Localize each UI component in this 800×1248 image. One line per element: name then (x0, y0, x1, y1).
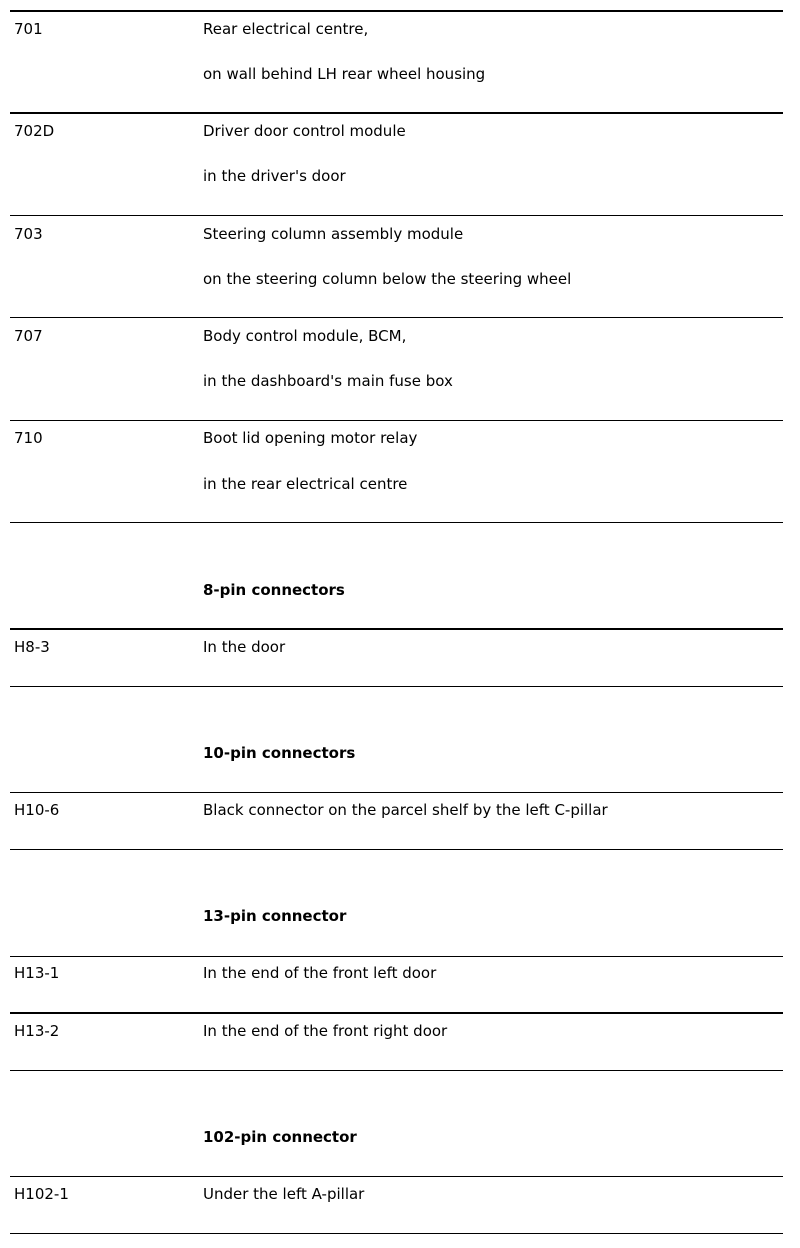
component-location: on wall behind LH rear wheel housing (203, 65, 486, 83)
section-heading: 8-pin connectors (203, 581, 345, 599)
component-name: Body control module, BCM, (203, 327, 407, 345)
connector-code: H102-1 (14, 1185, 69, 1203)
component-location: in the rear electrical centre (203, 475, 408, 493)
table-row-divider (10, 956, 783, 957)
table-row-divider (10, 317, 783, 318)
component-location: on the steering column below the steering wheel (203, 270, 572, 288)
table-row-divider (10, 1070, 783, 1071)
component-location: in the dashboard's main fuse box (203, 372, 453, 390)
component-code: 702D (14, 122, 55, 140)
table-row-divider (10, 1012, 783, 1014)
section-heading: 102-pin connector (203, 1128, 357, 1146)
table-row-divider (10, 849, 783, 850)
connector-location: In the end of the front right door (203, 1022, 448, 1040)
connector-code: H13-2 (14, 1022, 60, 1040)
component-location: in the driver's door (203, 167, 346, 185)
connector-location: Black connector on the parcel shelf by the left C-pillar (203, 801, 608, 819)
table-row-divider (10, 628, 783, 630)
connector-location: In the door (203, 638, 286, 656)
table-row-divider (10, 1176, 783, 1177)
table-row-divider (10, 522, 783, 523)
section-heading: 10-pin connectors (203, 744, 356, 762)
component-name: Steering column assembly module (203, 225, 464, 243)
connector-code: H13-1 (14, 964, 60, 982)
table-row-divider (10, 792, 783, 793)
component-name: Boot lid opening motor relay (203, 429, 418, 447)
component-code: 703 (14, 225, 43, 243)
table-row-divider (10, 686, 783, 687)
table-row-divider (10, 215, 783, 216)
component-name: Rear electrical centre, (203, 20, 369, 38)
component-code: 701 (14, 20, 43, 38)
table-row-divider (10, 420, 783, 421)
connector-code: H10-6 (14, 801, 60, 819)
section-heading: 13-pin connector (203, 907, 347, 925)
connector-location: In the end of the front left door (203, 964, 437, 982)
table-row-divider (10, 1233, 783, 1234)
table-row-divider (10, 112, 783, 114)
component-code: 707 (14, 327, 43, 345)
component-name: Driver door control module (203, 122, 406, 140)
component-code: 710 (14, 429, 43, 447)
connector-location: Under the left A-pillar (203, 1185, 365, 1203)
table-row-divider (10, 10, 783, 12)
connector-code: H8-3 (14, 638, 50, 656)
